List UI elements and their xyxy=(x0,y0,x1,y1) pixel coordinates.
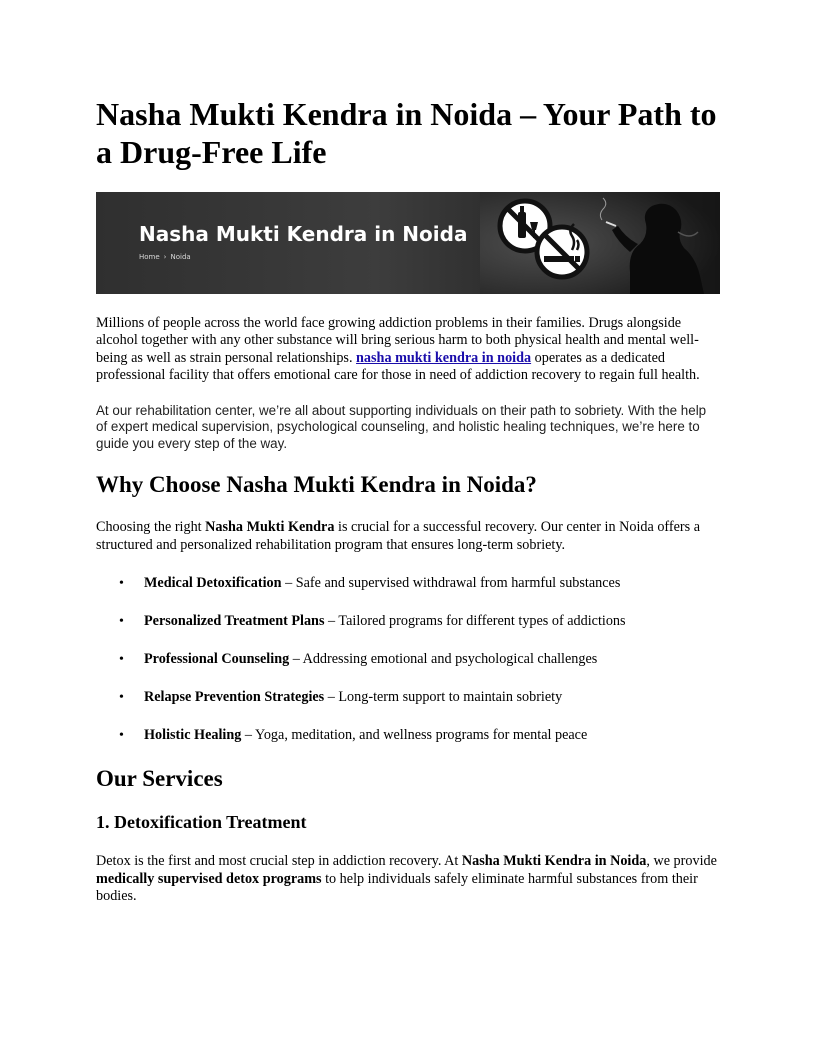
banner-illustration xyxy=(480,192,720,294)
bullet-icon: • xyxy=(119,690,124,706)
feature-desc: – Safe and supervised withdrawal from harmful substances xyxy=(281,575,621,592)
detox-text-1: Detox is the first and most crucial step in addiction recovery. At xyxy=(96,853,462,870)
bullet-icon: • xyxy=(119,652,124,668)
detox-bold-1: Nasha Mukti Kendra in Noida xyxy=(461,853,647,870)
no-smoking-icon xyxy=(537,224,587,277)
hero-banner xyxy=(96,192,720,294)
list-item xyxy=(96,689,720,706)
intro-paragraph xyxy=(96,315,720,385)
detox-bold-2: medically supervised detox programs xyxy=(96,870,322,887)
list-item xyxy=(96,651,720,668)
bullet-icon: • xyxy=(119,728,124,744)
features-list xyxy=(96,575,720,744)
why-choose-text-1: Choosing the right xyxy=(96,519,206,536)
content xyxy=(96,95,720,905)
list-item xyxy=(96,727,720,744)
detox-text-2: , we provide xyxy=(646,853,717,870)
page-title: Nasha Mukti Kendra in Noida – Your Path to a Drug-Free Life xyxy=(96,96,717,170)
why-choose-bold: Nasha Mukti Kendra xyxy=(205,519,335,536)
detox-paragraph xyxy=(96,853,720,905)
why-choose-paragraph xyxy=(96,519,720,554)
banner-heading: Nasha Mukti Kendra in Noida xyxy=(139,222,468,246)
breadcrumb-separator: › xyxy=(163,253,167,261)
feature-title: Personalized Treatment Plans xyxy=(144,613,325,630)
feature-title: Relapse Prevention Strategies xyxy=(144,689,325,706)
intro-text-1: Millions of people across the world face growing addiction problems in their families. Drugs alongside alcohol together with any other substance will bring serious harm to both physical health and mental well-being as well as strain personal relationships. xyxy=(96,315,699,366)
intro-text-2: operates as a dedicated professional facility that offers emotional care for those in need of addiction recovery to regain full health. xyxy=(96,349,700,384)
detox-heading: 1. Detoxification Treatment xyxy=(96,812,307,833)
feature-desc: – Addressing emotional and psychological challenges xyxy=(289,651,598,668)
feature-title: Holistic Healing xyxy=(144,727,242,744)
bullet-icon: • xyxy=(119,614,124,630)
bullet-icon: • xyxy=(119,576,124,592)
rehab-paragraph: At our rehabilitation center, we’re all about supporting individuals on their path to sobriety. With the help of expert medical supervision, psychological counseling, and holistic healing techniques, we’re here to guide you every step of the way. xyxy=(96,402,707,451)
list-item xyxy=(96,613,720,630)
breadcrumb-current: Noida xyxy=(170,253,191,261)
breadcrumb-home: Home xyxy=(139,253,160,261)
feature-desc: – Long-term support to maintain sobriety xyxy=(324,689,563,706)
nasha-mukti-kendra-link[interactable]: nasha mukti kendra in noida xyxy=(356,349,532,366)
why-choose-heading: Why Choose Nasha Mukti Kendra in Noida? xyxy=(96,472,537,498)
feature-title: Medical Detoxification xyxy=(144,575,282,592)
breadcrumb xyxy=(139,253,191,261)
feature-desc: – Yoga, meditation, and wellness programs for mental peace xyxy=(241,727,588,744)
why-choose-text-2: is crucial for a successful recovery. Our center in Noida offers a structured and personalized rehabilitation program that ensures long-term sobriety. xyxy=(96,519,701,553)
feature-desc: – Tailored programs for different types of addictions xyxy=(324,613,626,630)
services-heading: Our Services xyxy=(96,766,223,792)
detox-text-3: to help individuals safely eliminate harmful substances from their bodies. xyxy=(96,870,698,905)
list-item xyxy=(96,575,720,592)
feature-title: Professional Counseling xyxy=(144,651,290,668)
